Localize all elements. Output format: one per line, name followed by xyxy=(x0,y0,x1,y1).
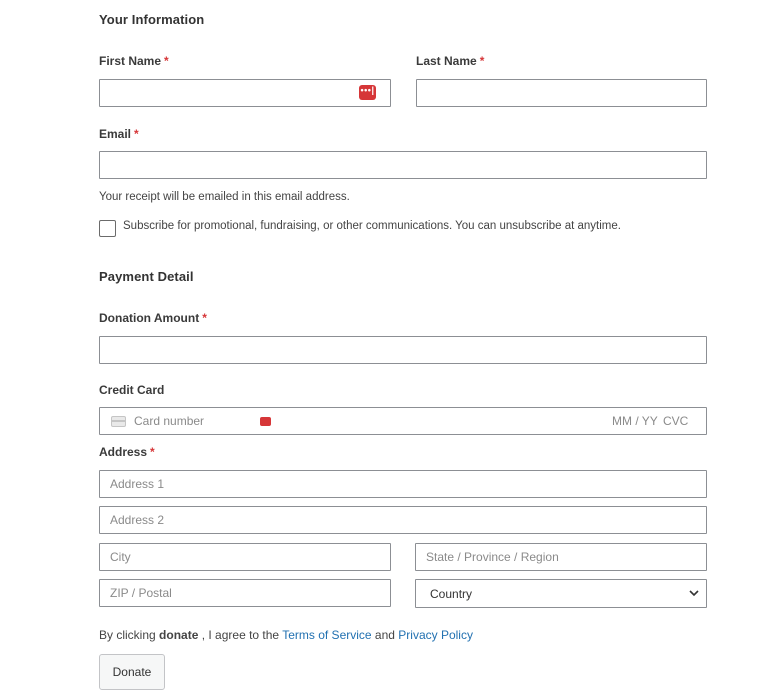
city-input[interactable] xyxy=(99,543,391,571)
address-label-text: Address xyxy=(99,445,148,459)
state-placeholder: State / Province / Region xyxy=(426,550,559,564)
credit-card-icon xyxy=(111,416,126,427)
last-name-input[interactable] xyxy=(416,79,707,107)
email-input[interactable] xyxy=(99,151,707,179)
zip-placeholder: ZIP / Postal xyxy=(110,586,172,600)
agreement-and: and xyxy=(371,628,399,642)
subscribe-label: Subscribe for promotional, fundraising, or other communications. You can unsubscribe at anytime. xyxy=(123,220,621,232)
country-select[interactable] xyxy=(415,579,707,608)
chevron-down-icon xyxy=(688,587,700,599)
cvc-placeholder: CVC xyxy=(663,414,689,428)
address-label xyxy=(99,445,155,459)
agreement-bold-word: donate xyxy=(159,628,199,642)
terms-of-service-link[interactable]: Terms of Service xyxy=(282,628,372,642)
subscribe-checkbox[interactable] xyxy=(99,220,116,237)
first-name-label xyxy=(99,54,169,68)
first-name-input[interactable] xyxy=(99,79,391,107)
required-asterisk: * xyxy=(150,445,155,459)
email-label-text: Email xyxy=(99,127,132,141)
required-asterisk: * xyxy=(164,54,169,68)
state-input[interactable] xyxy=(415,543,707,571)
password-manager-icon[interactable] xyxy=(260,417,271,426)
required-asterisk: * xyxy=(479,54,485,68)
payment-detail-heading: Payment Detail xyxy=(99,269,194,284)
last-name-label xyxy=(416,54,484,68)
address2-input[interactable] xyxy=(99,506,707,534)
agreement-prefix: By clicking xyxy=(99,628,160,642)
address2-placeholder: Address 2 xyxy=(110,513,165,527)
first-name-label-text: First Name xyxy=(99,54,162,68)
address1-input[interactable] xyxy=(99,470,707,498)
credit-card-label: Credit Card xyxy=(99,383,165,397)
credit-card-input[interactable] xyxy=(99,407,707,435)
zip-input[interactable] xyxy=(99,579,391,607)
address1-placeholder: Address 1 xyxy=(110,477,165,491)
required-asterisk: * xyxy=(134,127,139,141)
agreement-middle: , I agree to the xyxy=(198,628,283,642)
last-name-label-text: Last Name xyxy=(416,54,477,68)
donation-amount-label xyxy=(99,311,207,325)
required-asterisk: * xyxy=(202,311,207,325)
email-help-text: Your receipt will be emailed in this email address. xyxy=(99,191,350,203)
password-manager-icon[interactable]: •••| xyxy=(359,85,376,100)
donate-button[interactable]: Donate xyxy=(99,654,165,690)
privacy-policy-link[interactable]: Privacy Policy xyxy=(398,628,473,642)
city-placeholder: City xyxy=(110,550,131,564)
your-information-heading: Your Information xyxy=(99,12,205,27)
agreement-text xyxy=(99,628,473,642)
country-selected-value: Country xyxy=(430,587,473,601)
card-number-placeholder: Card number xyxy=(134,414,205,428)
donation-amount-input[interactable] xyxy=(99,336,707,364)
email-label xyxy=(99,127,139,141)
donation-amount-label-text: Donation Amount xyxy=(99,311,200,325)
expiry-placeholder: MM / YY xyxy=(612,414,658,428)
